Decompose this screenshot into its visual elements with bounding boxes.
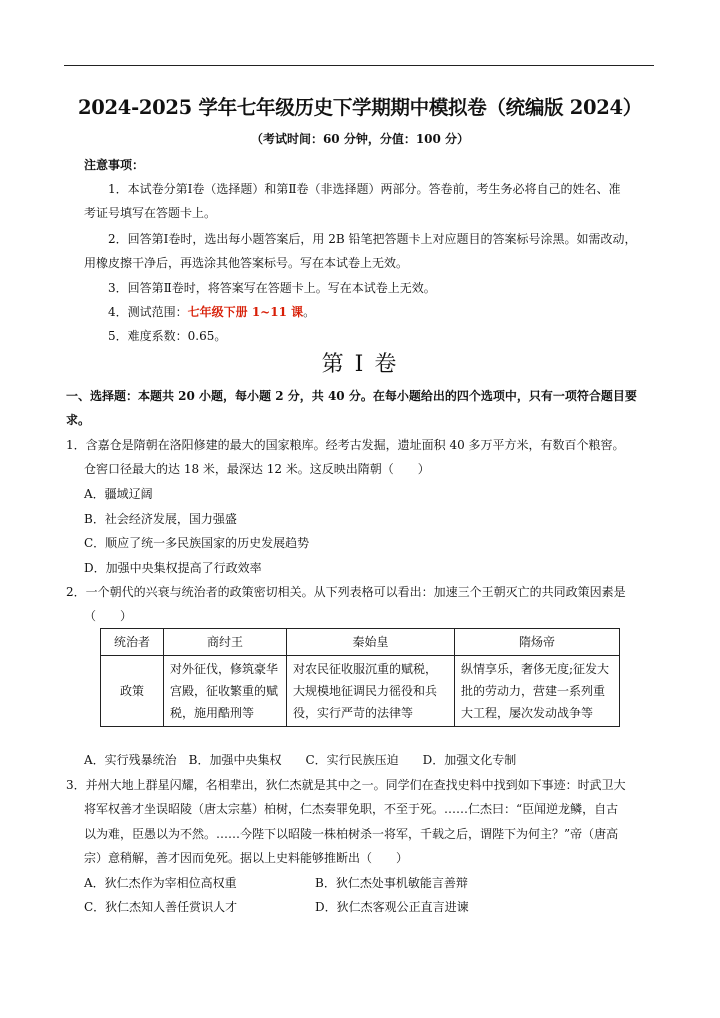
table-cell: 纵情享乐，奢侈无度;征发大批的劳动力，营建一系列重大工程，屡次发动战争等 xyxy=(455,656,620,727)
note-5: 5．难度系数：0.65。 xyxy=(108,329,227,343)
ruler-policy-table xyxy=(100,628,620,727)
instructions-line-1: 一、选择题：本题共 20 小题，每小题 2 分，共 40 分。在每小题给出的四个选项中，只有一项符合题目要 xyxy=(66,389,637,403)
q1-option-a: A．疆域辽阔 xyxy=(84,487,153,501)
table-cell: 对农民征收服沉重的赋税，大规模地征调民力徭役和兵役，实行严苛的法律等 xyxy=(287,656,455,727)
q3-option-c: C．狄仁杰知人善任赏识人才 xyxy=(84,900,238,914)
q3-stem-line-4: 宗）意稍解，善才因而免死。据以上史料能够推断出（ ） xyxy=(84,851,409,865)
section-title: 第 Ⅰ 卷 xyxy=(321,352,399,377)
note-4 xyxy=(108,304,315,320)
q1-stem-line-1: 1．含嘉仓是隋朝在洛阳修建的最大的国家粮库。经考古发掘，遗址面积 40 多万平方米，有数百个粮窖。 xyxy=(66,438,625,452)
exam-subtitle: （考试时间：60 分钟，分值：100 分） xyxy=(250,132,470,146)
table-cell: 对外征伐，修筑豪华宫殿，征收繁重的赋税，施用酷刑等 xyxy=(164,656,287,727)
instructions-line-2: 求。 xyxy=(66,413,91,427)
table-row xyxy=(101,656,620,727)
q2-options: A．实行残暴统治 B．加强中央集权 C．实行民族压迫 D．加强文化专制 xyxy=(84,753,517,767)
note-1-line-2: 考证号填写在答题卡上。 xyxy=(84,206,217,220)
q1-option-b: B．社会经济发展，国力强盛 xyxy=(84,512,237,526)
q1-stem-line-2: 仓窖口径最大的达 18 米，最深达 12 米。这反映出隋朝（ ） xyxy=(84,462,430,476)
exam-title: 2024-2025 学年七年级历史下学期期中模拟卷（统编版 2024） xyxy=(78,96,642,119)
table-header-row xyxy=(101,629,620,656)
q3-stem-line-3: 以为难，臣愚以为不然。……今陛下以昭陵一株柏树杀一将军，千载之后，谓陛下为何主？”帝（唐高 xyxy=(84,827,619,841)
note-4-suffix: 。 xyxy=(303,305,316,319)
test-range: 七年级下册 1~11 课 xyxy=(187,305,304,319)
table-header-cell: 隋炀帝 xyxy=(455,629,620,656)
notes-heading: 注意事项： xyxy=(84,158,145,172)
q2-stem-line-2: （ ） xyxy=(84,609,133,623)
table-header-cell: 商纣王 xyxy=(164,629,287,656)
note-1-line-1: 1．本试卷分第Ⅰ卷（选择题）和第Ⅱ卷（非选择题）两部分。答卷前，考生务必将自己的姓名、准 xyxy=(108,182,621,196)
q3-stem-line-2: 将军权善才坐误昭陵（唐太宗墓）柏树，仁杰奏罪免职，不至于死。……仁杰曰：“臣闻逆龙鳞，自古 xyxy=(84,802,619,816)
note-2-line-1: 2．回答第Ⅰ卷时，选出每小题答案后，用 2B 铅笔把答题卡上对应题目的答案标号涂黑。如需改动， xyxy=(108,232,637,246)
table-header-cell: 统治者 xyxy=(101,629,164,656)
table-header-cell: 秦始皇 xyxy=(287,629,455,656)
note-3: 3．回答第Ⅱ卷时，将答案写在答题卡上。写在本试卷上无效。 xyxy=(108,281,436,295)
note-4-prefix: 4．测试范围： xyxy=(108,305,188,319)
q1-option-c: C．顺应了统一多民族国家的历史发展趋势 xyxy=(84,536,310,550)
q2-stem-line-1: 2．一个朝代的兴衰与统治者的政策密切相关。从下列表格可以看出：加速三个王朝灭亡的共同政策因素是 xyxy=(66,585,626,599)
q3-option-a: A．狄仁杰作为宰相位高权重 xyxy=(84,876,237,890)
q3-stem-line-1: 3．并州大地上群星闪耀，名相辈出，狄仁杰就是其中之一。同学们在查找史料中找到如下事迹：时武卫大 xyxy=(66,778,626,792)
table-row-label: 政策 xyxy=(101,656,164,727)
top-rule xyxy=(64,65,654,66)
q3-option-d: D．狄仁杰客观公正直言进谏 xyxy=(315,900,469,914)
q1-option-d: D．加强中央集权提高了行政效率 xyxy=(84,561,262,575)
note-2-line-2: 用橡皮擦干净后，再选涂其他答案标号。写在本试卷上无效。 xyxy=(84,256,409,270)
q3-option-b: B．狄仁杰处事机敏能言善辩 xyxy=(315,876,468,890)
